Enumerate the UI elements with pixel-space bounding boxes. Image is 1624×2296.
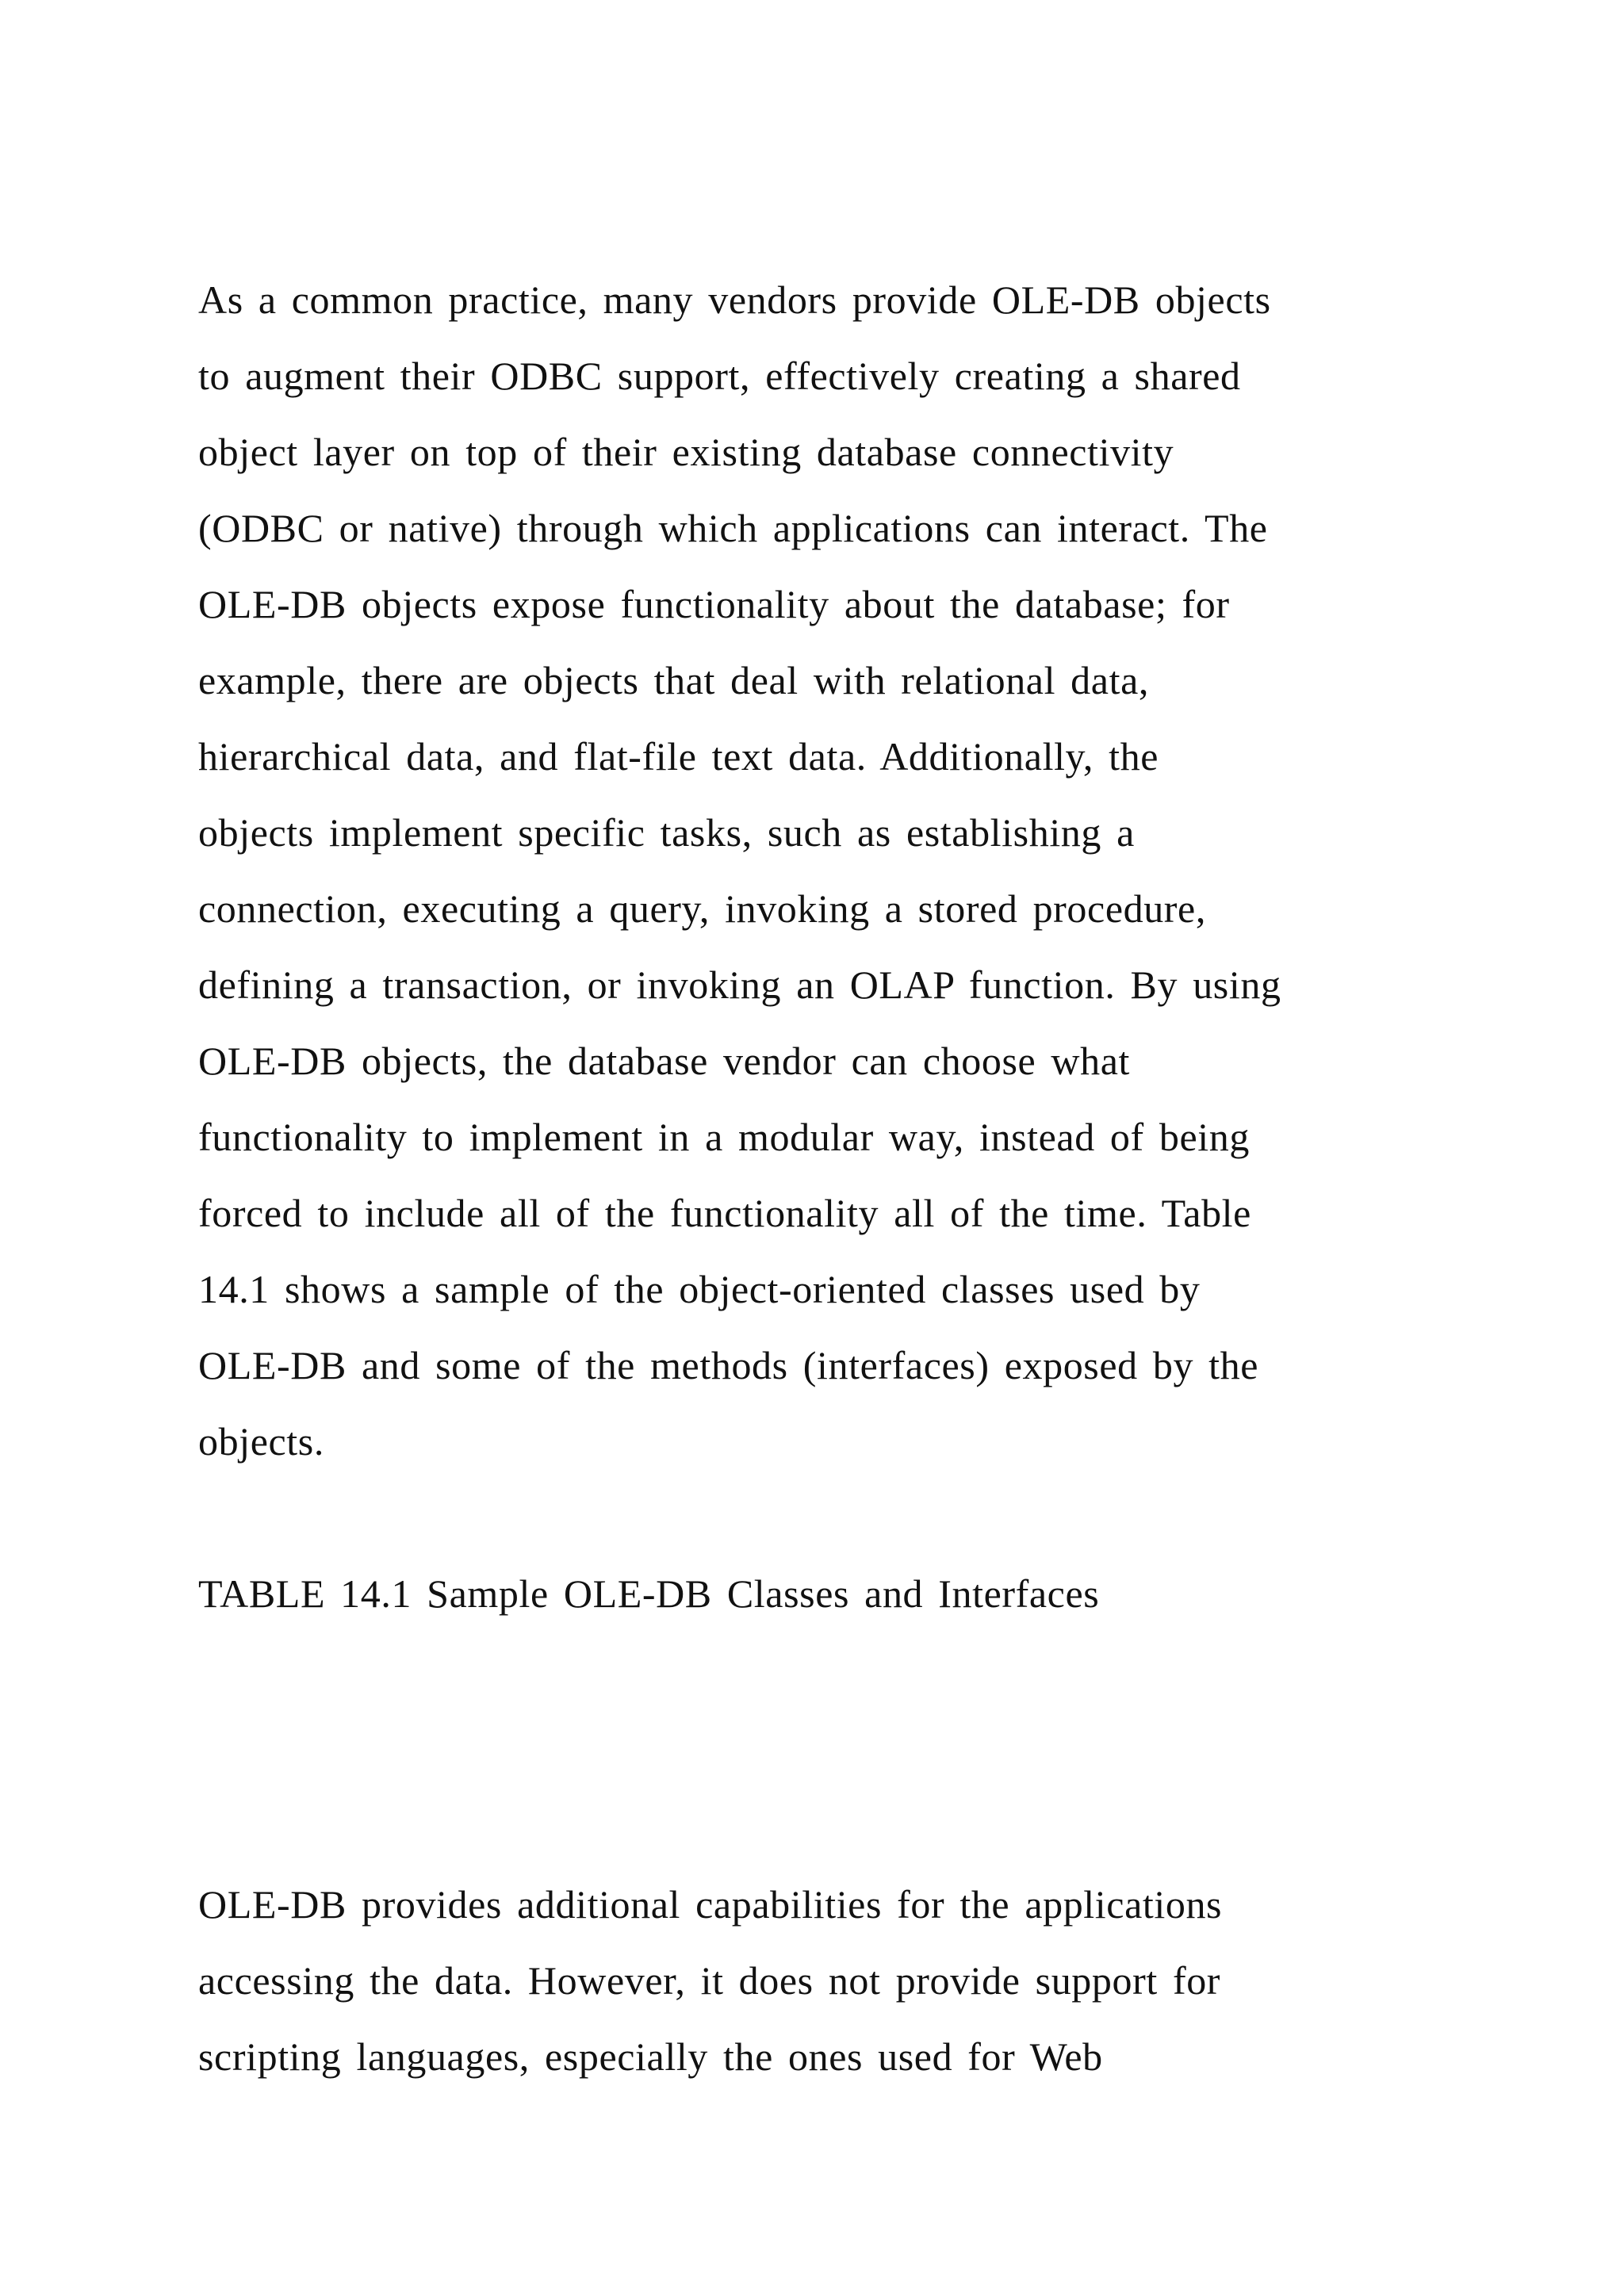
paragraph-line: (ODBC or native) through which applications can interact. The — [198, 506, 1268, 550]
paragraph-line: connection, executing a query, invoking a stored procedure, — [198, 886, 1206, 931]
paragraph-line: functionality to implement in a modular way, instead of being — [198, 1115, 1250, 1159]
table-caption: TABLE 14.1 Sample OLE-DB Classes and Interfaces — [198, 1571, 1100, 1616]
paragraph-line: OLE-DB and some of the methods (interfaces) exposed by the — [198, 1343, 1259, 1387]
paragraph-line: OLE-DB objects, the database vendor can choose what — [198, 1039, 1130, 1083]
paragraph-line: object layer on top of their existing database connectivity — [198, 430, 1174, 474]
paragraph-line: defining a transaction, or invoking an OLAP function. By using — [198, 962, 1281, 1007]
paragraph-line: example, there are objects that deal with relational data, — [198, 658, 1149, 702]
paragraph-line: objects. — [198, 1419, 324, 1464]
paragraph-line: OLE-DB provides additional capabilities for the applications — [198, 1882, 1223, 1927]
paragraph-line: As a common practice, many vendors provide OLE-DB objects — [198, 277, 1271, 322]
paragraph-line: scripting languages, especially the ones used for Web — [198, 2034, 1103, 2079]
paragraph-line: accessing the data. However, it does not provide support for — [198, 1958, 1221, 2003]
paragraph-line: hierarchical data, and flat-file text data. Additionally, the — [198, 734, 1159, 779]
paragraph-line: OLE-DB objects expose functionality about the database; for — [198, 582, 1230, 626]
paragraph-line: forced to include all of the functionality all of the time. Table — [198, 1191, 1251, 1235]
paragraph-line: to augment their ODBC support, effectively creating a shared — [198, 354, 1241, 398]
paragraph-line: objects implement specific tasks, such as establishing a — [198, 810, 1135, 855]
paragraph-line: 14.1 shows a sample of the object-oriented classes used by — [198, 1267, 1201, 1311]
